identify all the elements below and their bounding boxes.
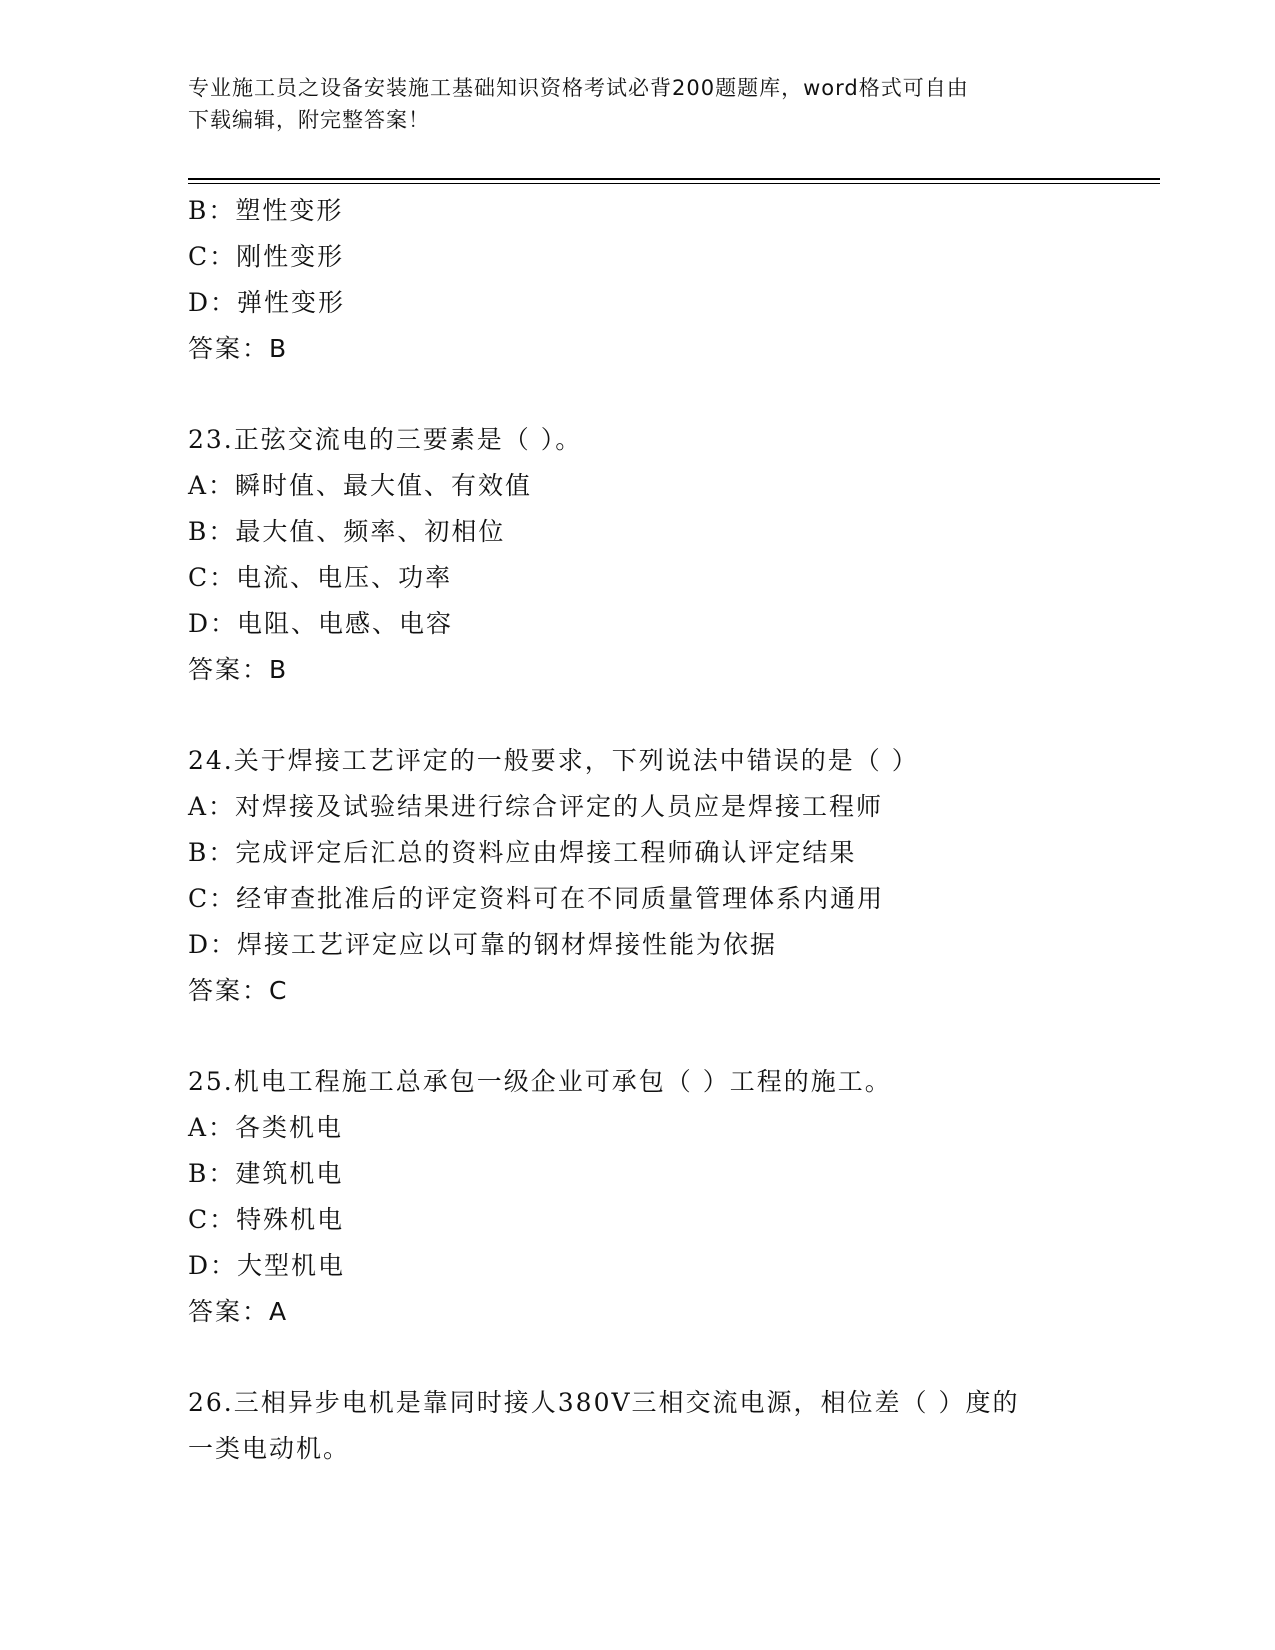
option-b: B：塑性变形 <box>188 196 344 225</box>
answer: 答案：B <box>188 334 289 363</box>
header-rule <box>188 178 1160 180</box>
option-a: A：瞬时值、最大值、有效值 <box>188 471 533 500</box>
question-stem: 24.关于焊接工艺评定的一般要求，下列说法中错误的是（ ） <box>188 746 919 775</box>
question-stem: 23.正弦交流电的三要素是（ ）。 <box>188 425 583 454</box>
page-header <box>188 72 1088 136</box>
option-c: C：经审查批准后的评定资料可在不同质量管理体系内通用 <box>188 884 885 913</box>
option-c: C：刚性变形 <box>188 242 345 271</box>
option-a: A：对焊接及试验结果进行综合评定的人员应是焊接工程师 <box>188 792 884 821</box>
question-26 <box>188 1380 1148 1472</box>
question-23 <box>188 417 1148 693</box>
header-rule-thin <box>188 183 1160 184</box>
option-d: D：焊接工艺评定应以可靠的钢材焊接性能为依据 <box>188 930 778 959</box>
question-list <box>188 188 1148 1472</box>
header-title-line-2: 下载编辑，附完整答案！ <box>188 108 430 132</box>
question-stem-line-2: 一类电动机。 <box>188 1434 351 1463</box>
option-a: A：各类机电 <box>188 1113 344 1142</box>
option-b: B：最大值、频率、初相位 <box>188 517 506 546</box>
header-title-line-1: 专业施工员之设备安装施工基础知识资格考试必背200题题库，word格式可自由 <box>188 76 969 100</box>
answer: 答案：C <box>188 976 289 1005</box>
question-25 <box>188 1059 1148 1335</box>
option-b: B：建筑机电 <box>188 1159 344 1188</box>
option-c: C：特殊机电 <box>188 1205 345 1234</box>
option-d: D：电阻、电感、电容 <box>188 609 454 638</box>
option-c: C：电流、电压、功率 <box>188 563 453 592</box>
option-d: D：大型机电 <box>188 1251 346 1280</box>
answer: 答案：B <box>188 655 289 684</box>
answer: 答案：A <box>188 1297 289 1326</box>
option-b: B：完成评定后汇总的资料应由焊接工程师确认评定结果 <box>188 838 857 867</box>
question-stem-line-1: 26.三相异步电机是靠同时接人380V三相交流电源，相位差（ ）度的 <box>188 1388 1020 1417</box>
question-stem: 25.机电工程施工总承包一级企业可承包（ ）工程的施工。 <box>188 1067 892 1096</box>
question-22-partial <box>188 188 1148 372</box>
option-d: D：弹性变形 <box>188 288 346 317</box>
question-24 <box>188 738 1148 1014</box>
